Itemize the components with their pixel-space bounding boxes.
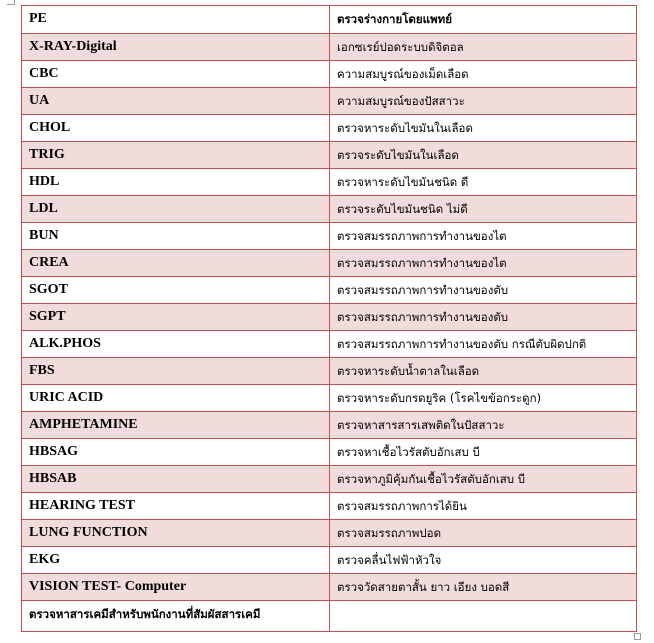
row-desc: ตรวจสมรรถภาพปอด [330,520,637,547]
row-pe: AMPHETAMINE [22,412,330,439]
row-desc: ตรวจหาระดับไขมันชนิด ดี [330,169,637,196]
table-row [22,574,637,601]
row-pe: HBSAB [22,466,330,493]
table-row [22,34,637,61]
row-pe: SGOT [22,277,330,304]
row-desc: ตรวจหาระดับน้ำตาลในเลือด [330,358,637,385]
row-desc: ตรวจระดับไขมันชนิด ไม่ดี [330,196,637,223]
table-row [22,466,637,493]
table-row [22,358,637,385]
row-pe: CREA [22,250,330,277]
row-pe: LDL [22,196,330,223]
table-row [22,88,637,115]
row-pe: SGPT [22,304,330,331]
row-desc: ตรวจคลื่นไฟฟ้าหัวใจ [330,547,637,574]
row-desc: ตรวจสมรรถภาพการได้ยิน [330,493,637,520]
row-desc: ตรวจสมรรถภาพการทำงานของไต [330,250,637,277]
table-footer-row [22,601,637,632]
table-row [22,142,637,169]
row-pe: ALK.PHOS [22,331,330,358]
row-pe: URIC ACID [22,385,330,412]
row-pe: FBS [22,358,330,385]
table-row [22,304,637,331]
row-pe: VISION TEST- Computer [22,574,330,601]
row-desc: ตรวจวัดสายตาสั้น ยาว เอียง บอดสี [330,574,637,601]
row-desc: เอกซเรย์ปอดระบบดิจิตอล [330,34,637,61]
footer-desc [330,601,637,632]
table-row [22,223,637,250]
row-pe: HEARING TEST [22,493,330,520]
table-row [22,169,637,196]
table-row [22,520,637,547]
row-pe: EKG [22,547,330,574]
table-row [22,196,637,223]
header-desc: ตรวจร่างกายโดยแพทย์ [330,6,637,34]
table-row [22,493,637,520]
row-desc: ตรวจหาภูมิคุ้มกันเชื้อไวรัสตับอักเสบ บี [330,466,637,493]
text-boundary-mark-top [7,0,15,5]
table-row [22,331,637,358]
row-desc: ตรวจหาสารสารเสพติดในปัสสาวะ [330,412,637,439]
row-pe: LUNG FUNCTION [22,520,330,547]
table-row [22,385,637,412]
table-row [22,115,637,142]
row-desc: ตรวจสมรรถภาพการทำงานของตับ [330,304,637,331]
pe-services-table [21,5,637,632]
row-pe: BUN [22,223,330,250]
table-row [22,439,637,466]
table-row [22,61,637,88]
row-desc: ตรวจหาระดับกรดยูริค (โรคไขข้อกระดูก) [330,385,637,412]
row-desc: ตรวจสมรรถภาพการทำงานของตับ กรณีตับผิดปกติ [330,331,637,358]
row-desc: ตรวจหาเชื้อไวรัสตับอักเสบ บี [330,439,637,466]
row-pe: CHOL [22,115,330,142]
header-pe: PE [22,6,330,34]
row-pe: HBSAG [22,439,330,466]
table-row [22,277,637,304]
row-desc: ความสมบูรณ์ของปัสสาวะ [330,88,637,115]
row-desc: ตรวจระดับไขมันในเลือด [330,142,637,169]
table-header-row [22,6,637,34]
row-pe: X-RAY-Digital [22,34,330,61]
row-pe: UA [22,88,330,115]
row-pe: TRIG [22,142,330,169]
table-row [22,547,637,574]
table-row [22,412,637,439]
row-desc: ตรวจสมรรถภาพการทำงานของตับ [330,277,637,304]
footer-pe: ตรวจหาสารเคมีสำหรับพนักงานที่สัมผัสสารเคมี [22,601,330,632]
row-pe: CBC [22,61,330,88]
row-desc: ตรวจหาระดับไขมันในเลือด [330,115,637,142]
row-desc: ความสมบูรณ์ของเม็ดเลือด [330,61,637,88]
row-desc: ตรวจสมรรถภาพการทำงานของไต [330,223,637,250]
table-resize-handle[interactable] [634,633,641,640]
table-row [22,250,637,277]
row-pe: HDL [22,169,330,196]
